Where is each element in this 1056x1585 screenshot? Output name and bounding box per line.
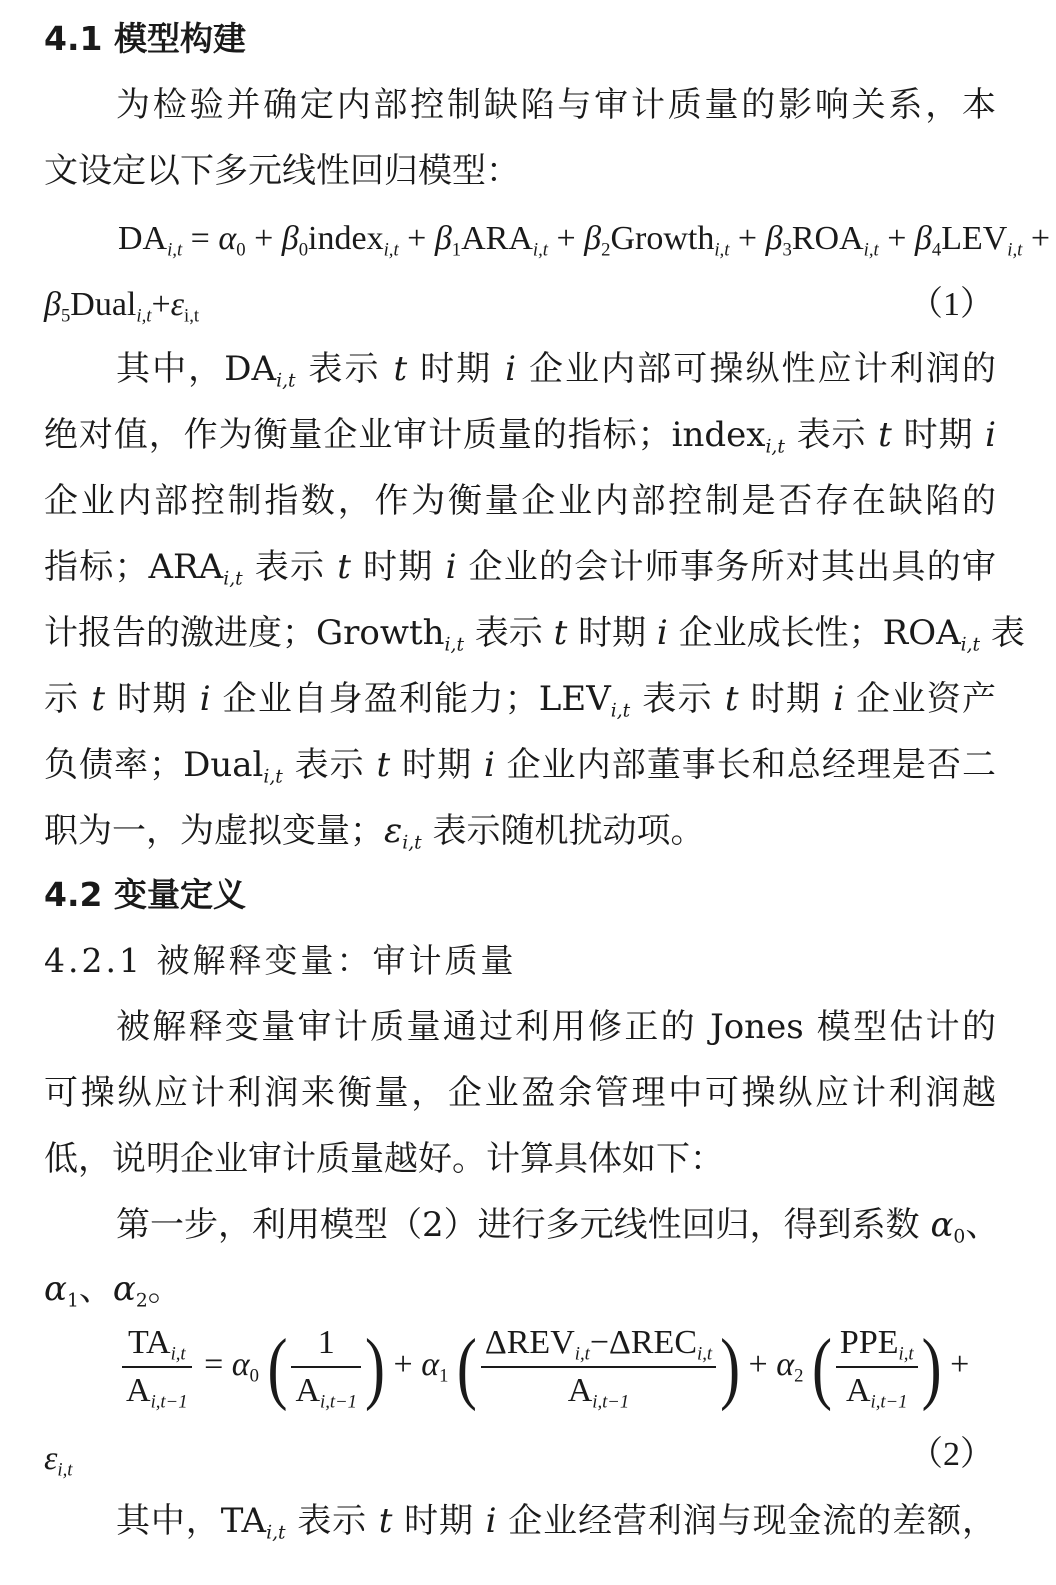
paragraph-text: 职为一，为虚拟变量；$\varepsilon_{i,t}$ 表示随机扰动项。 [44, 811, 705, 854]
paragraph-text: 可操纵应计利润来衡量，企业盈余管理中可操纵应计利润越 [44, 1073, 996, 1113]
paragraph-text: 被解释变量审计质量通过利用修正的 Jones 模型估计的 [116, 1007, 996, 1047]
paragraph-text: 第一步，利用模型（2）进行多元线性回归，得到系数 $\alpha_0$、 [116, 1205, 1000, 1248]
equation-2-line-2: $\varepsilon_{i,t}$ [44, 1440, 73, 1481]
fraction: $\frac{PPE_{i,t}}{A_{i,t-1}}$ [836, 1326, 918, 1408]
fraction: $\frac{1}{A_{i,t-1}}$ [291, 1326, 361, 1408]
fraction: $\frac{TA_{i,t}}{A_{i,t-1}}$ [122, 1326, 192, 1408]
section-heading-4-2: 4.2 变量定义 [44, 875, 246, 914]
equation-number-1: （1） [909, 286, 994, 323]
subsection-heading-4-2-1: 4.2.1 被解释变量：审计质量 [44, 941, 517, 980]
fraction: $\frac{\Delta REV_{i,t}-\Delta REC_{i,t}}{A_{i,t-1}}$ [481, 1326, 716, 1408]
paragraph-text: 计报告的激进度；Growth$_{i,t}$ 表示 t 时期 i 企业成长性；$ROA_{i,t}$ 表 [44, 613, 1025, 656]
paragraph-text: 文设定以下多元线性回归模型： [44, 151, 520, 191]
paragraph-text: 指标；$ARA_{i,t}$ 表示 t 时期 i 企业的会计师事务所对其出具的审 [44, 547, 997, 590]
paragraph-text: 企业内部控制指数，作为衡量企业内部控制是否存在缺陷的 [44, 481, 996, 521]
equation-1-line-2: $\beta_5Dual_{i,t}+\varepsilon_{i,t}$ [44, 286, 200, 327]
equation-2-line-1: $\frac{TA_{i,t}}{A_{i,t-1}}$ = $\alpha_0$ ( $\frac{1}{A_{i,t-1}}$ ) + $\alpha_1$ ( $\frac{\Delta REV_{i,t}-\Delta REC_{i,t}}{A_{i,t-1}}$ ) + $\alpha_2$ ( $\frac{PPE_{i,t}}{A_{i,t-1}}$ ) + [118, 1326, 969, 1408]
paragraph-text: 为检验并确定内部控制缺陷与审计质量的影响关系，本 [116, 85, 996, 125]
paragraph-text: 负债率；Dual$_{i,t}$ 表示 t 时期 i 企业内部董事长和总经理是否二 [44, 745, 996, 788]
paragraph-text: $\alpha_1$、$\alpha_2$。 [44, 1269, 182, 1312]
section-heading-4-1: 4.1 模型构建 [44, 19, 246, 58]
paragraph-text: 示 t 时期 i 企业自身盈利能力；$LEV_{i,t}$ 表示 t 时期 i 企业资产 [44, 679, 996, 722]
paragraph-text: 低，说明企业审计质量越好。计算具体如下： [44, 1139, 724, 1179]
paragraph-text: 其中，$DA_{i,t}$ 表示 t 时期 i 企业内部可操纵性应计利润的 [116, 349, 997, 392]
equation-number-2: （2） [909, 1436, 994, 1473]
paragraph-text: 其中，$TA_{i,t}$ 表示 t 时期 i 企业经营利润与现金流的差额， [116, 1501, 996, 1544]
paragraph-text: 绝对值，作为衡量企业审计质量的指标；index$_{i,t}$ 表示 t 时期 i [44, 415, 997, 458]
equation-1-line-1: $DA_{i,t} = \alpha_0$ + $\beta_0index_{i,t} + \beta_1ARA_{i,t}$ + $\beta_2Growth_{i,t} + \beta_3ROA_{i,t} + \beta_4LEV_{i,t}$ + [118, 220, 1051, 261]
